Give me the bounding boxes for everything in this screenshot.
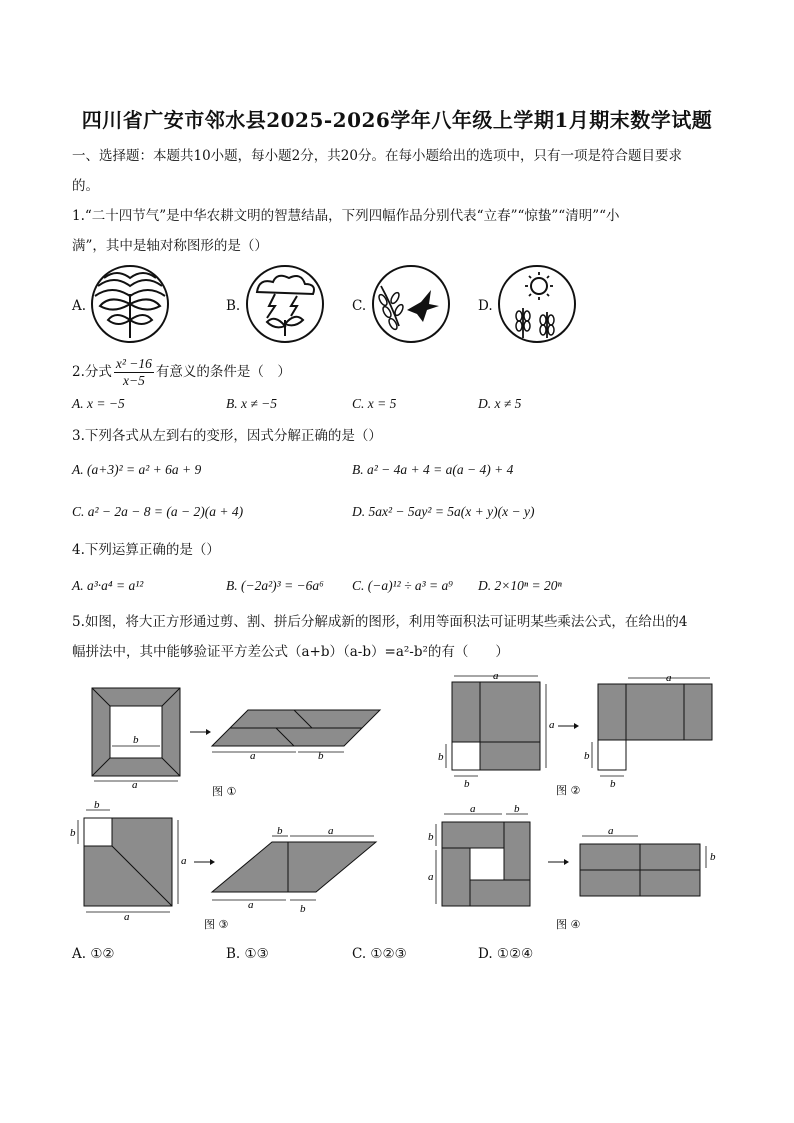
fig4-label-a-side: a [428, 871, 434, 883]
fig2-label-a-side: a [549, 719, 555, 731]
fig4-label-b-side: b [428, 831, 434, 843]
q2-option-d: D. x ≠ 5 [478, 396, 522, 411]
figure-4 [426, 800, 736, 936]
fig3-label-a-side: a [181, 855, 187, 867]
q5-option-d: D. ①②④ [478, 946, 534, 962]
section-header: 一、选择题：本题共10小题，每小题2分，共20分。在每小题给出的选项中，只有一项是符合题目要求 [72, 148, 682, 164]
fig3-label-b-right-bottom: b [300, 903, 306, 915]
q2-numerator: x² −16 [115, 356, 152, 371]
page-title: 四川省广安市邻水县2025-2026学年八年级上学期1月期末数学试题 [81, 108, 713, 132]
q5-option-b: B. ①③ [226, 946, 269, 962]
fig1-caption: 图 ① [212, 785, 237, 798]
q3-option-d: D. 5ax² − 5ay² = 5a(x + y)(x − y) [352, 504, 535, 519]
fig2-label-a-top: a [493, 670, 499, 682]
q3-option-a: A. (a+3)² = a² + 6a + 9 [72, 462, 202, 477]
q4-option-b: B. (−2a²)³ = −6a⁶ [226, 578, 324, 593]
q4-text: 4.下列运算正确的是（） [72, 542, 220, 558]
lichun-image [90, 264, 170, 344]
q1-option-a-label: A. [72, 298, 87, 314]
q2-option-b: B. x ≠ −5 [226, 396, 278, 411]
fig3-caption: 图 ③ [204, 918, 229, 931]
fig3-label-a-bottom: a [124, 911, 130, 923]
fig1-label-b-right: b [318, 750, 324, 762]
fig1-label-a-right: a [250, 750, 256, 762]
fig1-label-b-left: b [133, 734, 139, 746]
figure-3 [72, 800, 402, 936]
q5-option-a: A. ①② [72, 946, 115, 962]
fig4-label-b-right: b [710, 851, 716, 863]
fig2-label-b-right-bottom: b [610, 778, 616, 790]
fig2-label-a-right: a [666, 672, 672, 684]
xiaoman-image [497, 264, 577, 344]
q1-text: 1.“二十四节气”是中华农耕文明的智慧结晶，下列四幅作品分别代表“立春”“惊蛰”“清明”“小 [72, 208, 620, 224]
q2-prefix: 2.分式 [72, 364, 112, 380]
fig2-label-b-side: b [438, 751, 444, 763]
fig4-label-a-top: a [470, 803, 476, 815]
fig2-label-b-right-side: b [584, 750, 590, 762]
qingming-image [371, 264, 451, 344]
q1-option-c-label: C. [352, 298, 367, 314]
q5-option-c: C. ①②③ [352, 946, 407, 962]
q2-option-a: A. x = −5 [72, 396, 125, 411]
q3-option-b: B. a² − 4a + 4 = a(a − 4) + 4 [352, 462, 514, 477]
q2-text [72, 356, 291, 389]
fig3-label-a-right-top: a [328, 825, 334, 837]
q4-option-c: C. (−a)¹² ÷ a³ = a⁹ [352, 578, 453, 593]
figure-1 [84, 682, 394, 802]
q2-suffix: 有意义的条件是（ ） [155, 364, 291, 380]
fig4-label-b-top: b [514, 803, 520, 815]
fig1-label-a-left: a [132, 779, 138, 791]
figure-2 [436, 670, 726, 800]
jingzhe-image [245, 264, 325, 344]
q5-text: 5.如图，将大正方形通过剪、割、拼后分解成新的图形，利用等面积法可证明某些乘法公式，在给出的4 [72, 614, 688, 630]
fig3-label-b-top: b [94, 799, 100, 811]
q3-text: 3.下列各式从左到右的变形，因式分解正确的是（） [72, 428, 382, 444]
section-header-cont: 的。 [72, 178, 99, 194]
q1-option-b-label: B. [226, 298, 241, 314]
q5-text-2: 幅拼法中，其中能够验证平方差公式（a+b）（a-b）=a²-b²的有（ ） [72, 644, 509, 660]
fig4-label-a-right: a [608, 825, 614, 837]
q2-denominator: x−5 [122, 373, 145, 388]
q1-option-d-label: D. [478, 298, 493, 314]
fig3-label-b-right-top: b [277, 825, 283, 837]
q3-option-c: C. a² − 2a − 8 = (a − 2)(a + 4) [72, 504, 244, 519]
fig3-label-a-right-bottom: a [248, 899, 254, 911]
q1-text-2: 满”，其中是轴对称图形的是（） [72, 238, 268, 254]
q4-option-d: D. 2×10ⁿ = 20ⁿ [478, 578, 562, 593]
fig4-caption: 图 ④ [556, 918, 581, 931]
q4-option-a: A. a³·a⁴ = a¹² [72, 578, 144, 593]
q2-option-c: C. x = 5 [352, 396, 397, 411]
fig2-caption: 图 ② [556, 784, 581, 797]
q2-fraction [114, 356, 154, 389]
fig2-label-b-bottom: b [464, 778, 470, 790]
fig3-label-b-side: b [70, 827, 76, 839]
